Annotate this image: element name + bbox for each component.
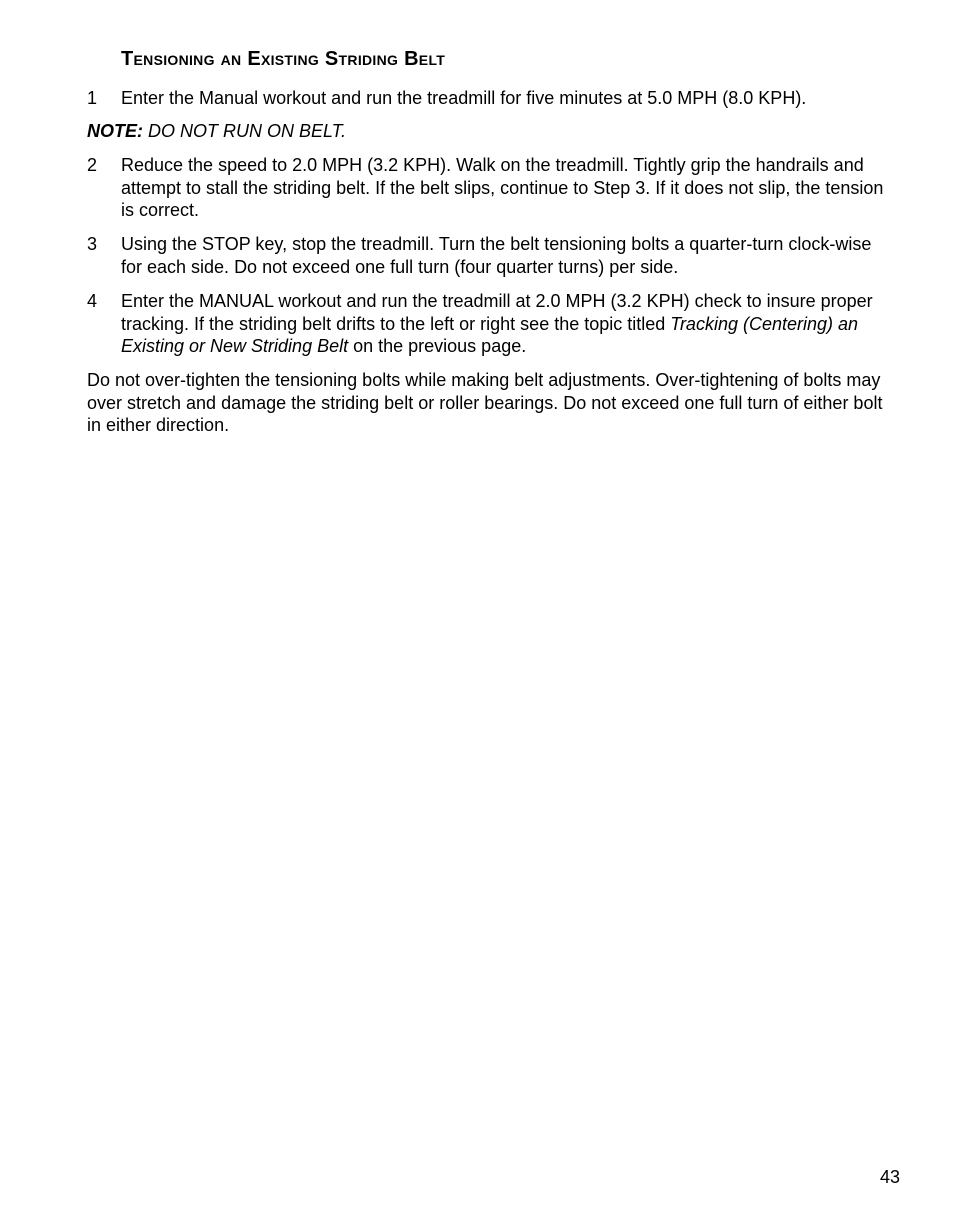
- closing-paragraph: Do not over-tighten the tensioning bolts while making belt adjustments. Over-tightening of bolts may over stretch and damage the striding belt or roller bearings. Do not exceed one full turn of either bolt in either direction.: [87, 370, 883, 435]
- topic-reference: Tracking (Centering) an Existing or New Striding Belt: [121, 313, 859, 356]
- step-text-part: on the previous page.: [348, 336, 527, 356]
- step-text-part: Enter the MANUAL workout and run the treadmill at 2.0 MPH (3.2 KPH) check to insure proper tracking. If the striding belt drifts to the left or right see the topic titled: [121, 291, 873, 334]
- note: [87, 120, 346, 143]
- step-number: 1: [87, 88, 98, 108]
- page-number: 43: [880, 1167, 901, 1187]
- step-number: 3: [87, 234, 98, 254]
- note-text: DO NOT RUN ON BELT.: [143, 121, 347, 141]
- step-text: [121, 290, 887, 358]
- step-text: Reduce the speed to 2.0 MPH (3.2 KPH). Walk on the treadmill. Tightly grip the handrails and attempt to stall the striding belt. If the belt slips, continue to Step 3. If it does not slip, the tension is correct.: [121, 155, 884, 220]
- step-number: 2: [87, 155, 98, 175]
- step-text: Using the STOP key, stop the treadmill. Turn the belt tensioning bolts a quarter-turn clock-wise for each side. Do not exceed one full turn (four quarter turns) per side.: [121, 234, 872, 277]
- step-number: 4: [87, 291, 98, 311]
- section-heading: Tensioning an Existing Striding Belt: [121, 48, 446, 70]
- note-label: NOTE:: [87, 121, 143, 141]
- step-text: Enter the Manual workout and run the treadmill for five minutes at 5.0 MPH (8.0 KPH).: [121, 88, 807, 108]
